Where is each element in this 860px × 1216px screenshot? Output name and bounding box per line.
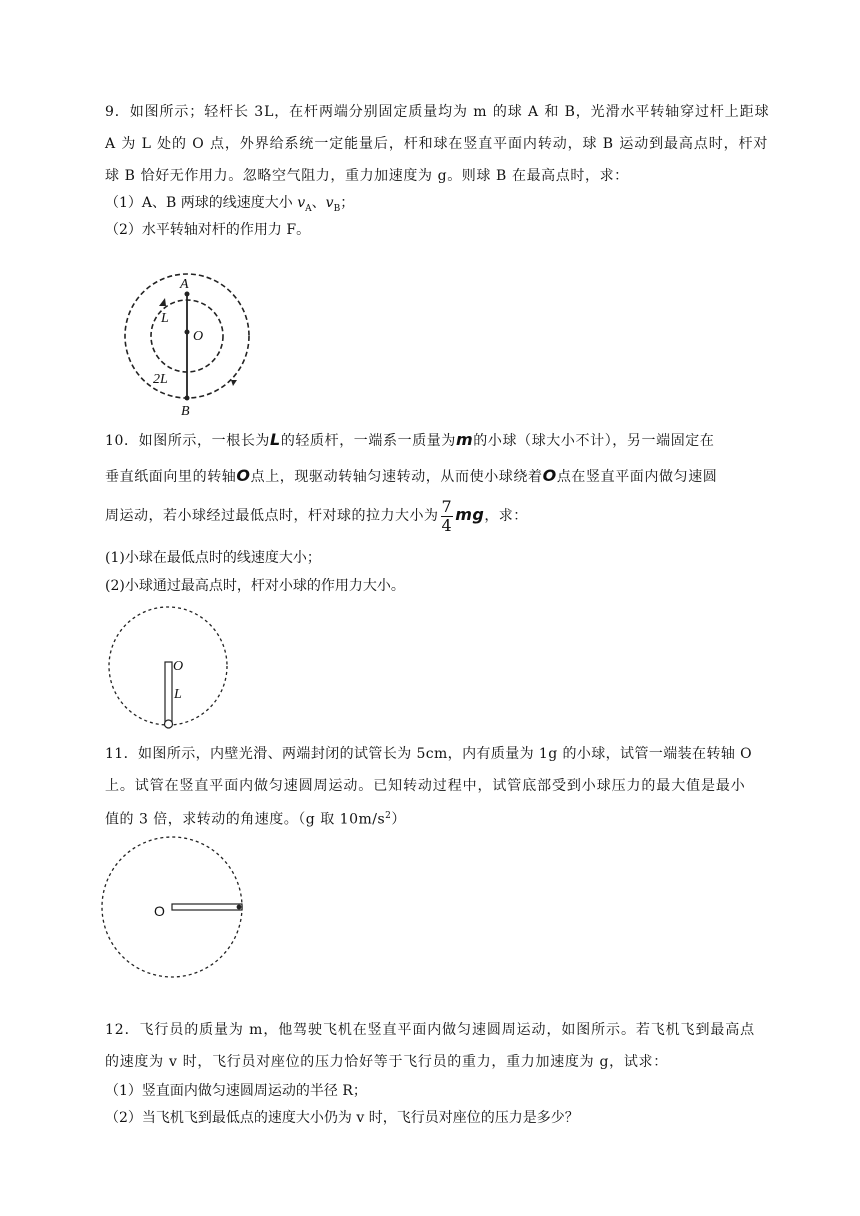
q9-sub1-end: ；	[340, 195, 355, 211]
q9-label-o: O	[193, 329, 204, 344]
q9-arrow-outer-icon	[231, 380, 237, 386]
q10-label-o: O	[173, 659, 184, 674]
q10-frac-den: 4	[441, 515, 453, 535]
q11-text-line2: 上。试管在竖直平面内做匀速圆周运动。已知转动过程中，试管底部受到小球压力的最大值是最小	[105, 778, 746, 794]
q9-vb-sub: B	[333, 203, 341, 214]
q10-text-line1	[105, 430, 785, 451]
q10-symbol-o: O	[236, 466, 251, 485]
q9-text-line3: 球 B 恰好无作用力。忽略空气阻力，重力加速度为 g。则球 B 在最高点时，求：	[105, 168, 629, 184]
q11-test-tube	[172, 904, 242, 910]
q10-line1-b: 的轻质杆，一端系一质量为	[280, 433, 457, 449]
q10-ball	[165, 720, 173, 728]
q11-line3-a: 值的 3 倍，求转动的角速度。（g 取 10m/s	[105, 811, 386, 828]
q12-text-line2: 的速度为 v 时，飞行员对座位的压力恰好等于飞行员的重力，重力加速度为 g，试求：	[105, 1054, 668, 1070]
q10-text-line2	[105, 466, 785, 487]
q9-text-line2: A 为 L 处的 O 点，外界给系统一定能量后，杆和球在竖直平面内转动，球 B 运动到最高点时，杆对	[105, 136, 769, 152]
q9-label-l: L	[161, 311, 169, 326]
q9-label-b: B	[181, 404, 190, 419]
q10-label-l: L	[174, 687, 182, 702]
q9-va-sub: A	[305, 203, 312, 214]
q10-subquestion-2: (2)小球通过最高点时，杆对小球的作用力大小。	[105, 578, 405, 594]
q10-symbol-o2: O	[542, 466, 557, 485]
q10-line3-b: ，求：	[484, 508, 528, 524]
q9-pivot-o	[185, 330, 190, 335]
q10-subquestion-1: (1)小球在最低点时的线速度大小；	[105, 550, 321, 566]
q9-ball-b	[185, 396, 190, 401]
q9-ball-a	[185, 292, 190, 297]
q9-vb: v	[325, 195, 334, 211]
q10-figure	[106, 604, 234, 730]
q10-symbol-l: L	[270, 430, 281, 449]
q10-line2-b: 点上，现驱动转轴匀速转动，从而使小球绕着	[250, 469, 543, 485]
q11-text-line3	[105, 806, 785, 830]
q11-label-o: O	[154, 903, 165, 919]
q9-subquestion-2: （2）水平转轴对杆的作用力 F。	[105, 222, 311, 238]
q9-sep: 、	[311, 195, 326, 211]
q10-line2-c: 点在竖直平面内做匀速圆	[556, 469, 718, 485]
q9-label-2l: 2L	[153, 372, 168, 387]
q10-symbol-mg: mg	[455, 505, 485, 524]
q9-label-a: A	[180, 277, 189, 292]
q10-symbol-m: m	[456, 430, 474, 449]
q12-text-line1: 12．飞行员的质量为 m，他驾驶飞机在竖直平面内做匀速圆周运动，如图所示。若飞机飞到最高点	[105, 1022, 756, 1038]
q11-text-line1: 11．如图所示，内壁光滑、两端封闭的试管长为 5cm，内有质量为 1g 的小球，试管一端装在转轴 O	[105, 746, 752, 762]
q9-arrow-inner-icon	[159, 298, 166, 306]
q11-line3-b: ）	[391, 811, 406, 828]
q10-frac-num: 7	[441, 496, 453, 516]
q10-line1-c: 的小球（球大小不计），另一端固定在	[473, 433, 715, 449]
q9-text-line1: 9．如图所示；轻杆长 3L，在杆两端分别固定质量均为 m 的球 A 和 B，光滑水平转轴穿过杆上距球	[105, 104, 770, 120]
q9-subquestion-1	[105, 193, 785, 219]
q9-figure	[112, 262, 262, 422]
q11-line3-sup: 2	[385, 811, 392, 821]
q10-line2-a: 垂直纸面向里的转轴	[105, 469, 237, 485]
q10-line1-a: 10．如图所示，一根长为	[105, 433, 271, 449]
q9-sub1-prefix: （1）A、B 两球的线速度大小	[105, 195, 298, 211]
q12-subquestion-2: （2）当飞机飞到最低点的速度大小仍为 v 时，飞行员对座位的压力是多少？	[105, 1110, 579, 1126]
q10-text-line3	[105, 497, 785, 535]
q10-fraction	[441, 498, 454, 535]
q11-ball	[237, 905, 242, 910]
q10-line3-a: 周运动，若小球经过最低点时，杆对球的拉力大小为	[105, 508, 439, 524]
q10-rod	[165, 662, 172, 722]
q11-figure	[100, 834, 248, 980]
q9-va: v	[297, 195, 306, 211]
q12-subquestion-1: （1）竖直面内做匀速圆周运动的半径 R；	[105, 1083, 367, 1099]
